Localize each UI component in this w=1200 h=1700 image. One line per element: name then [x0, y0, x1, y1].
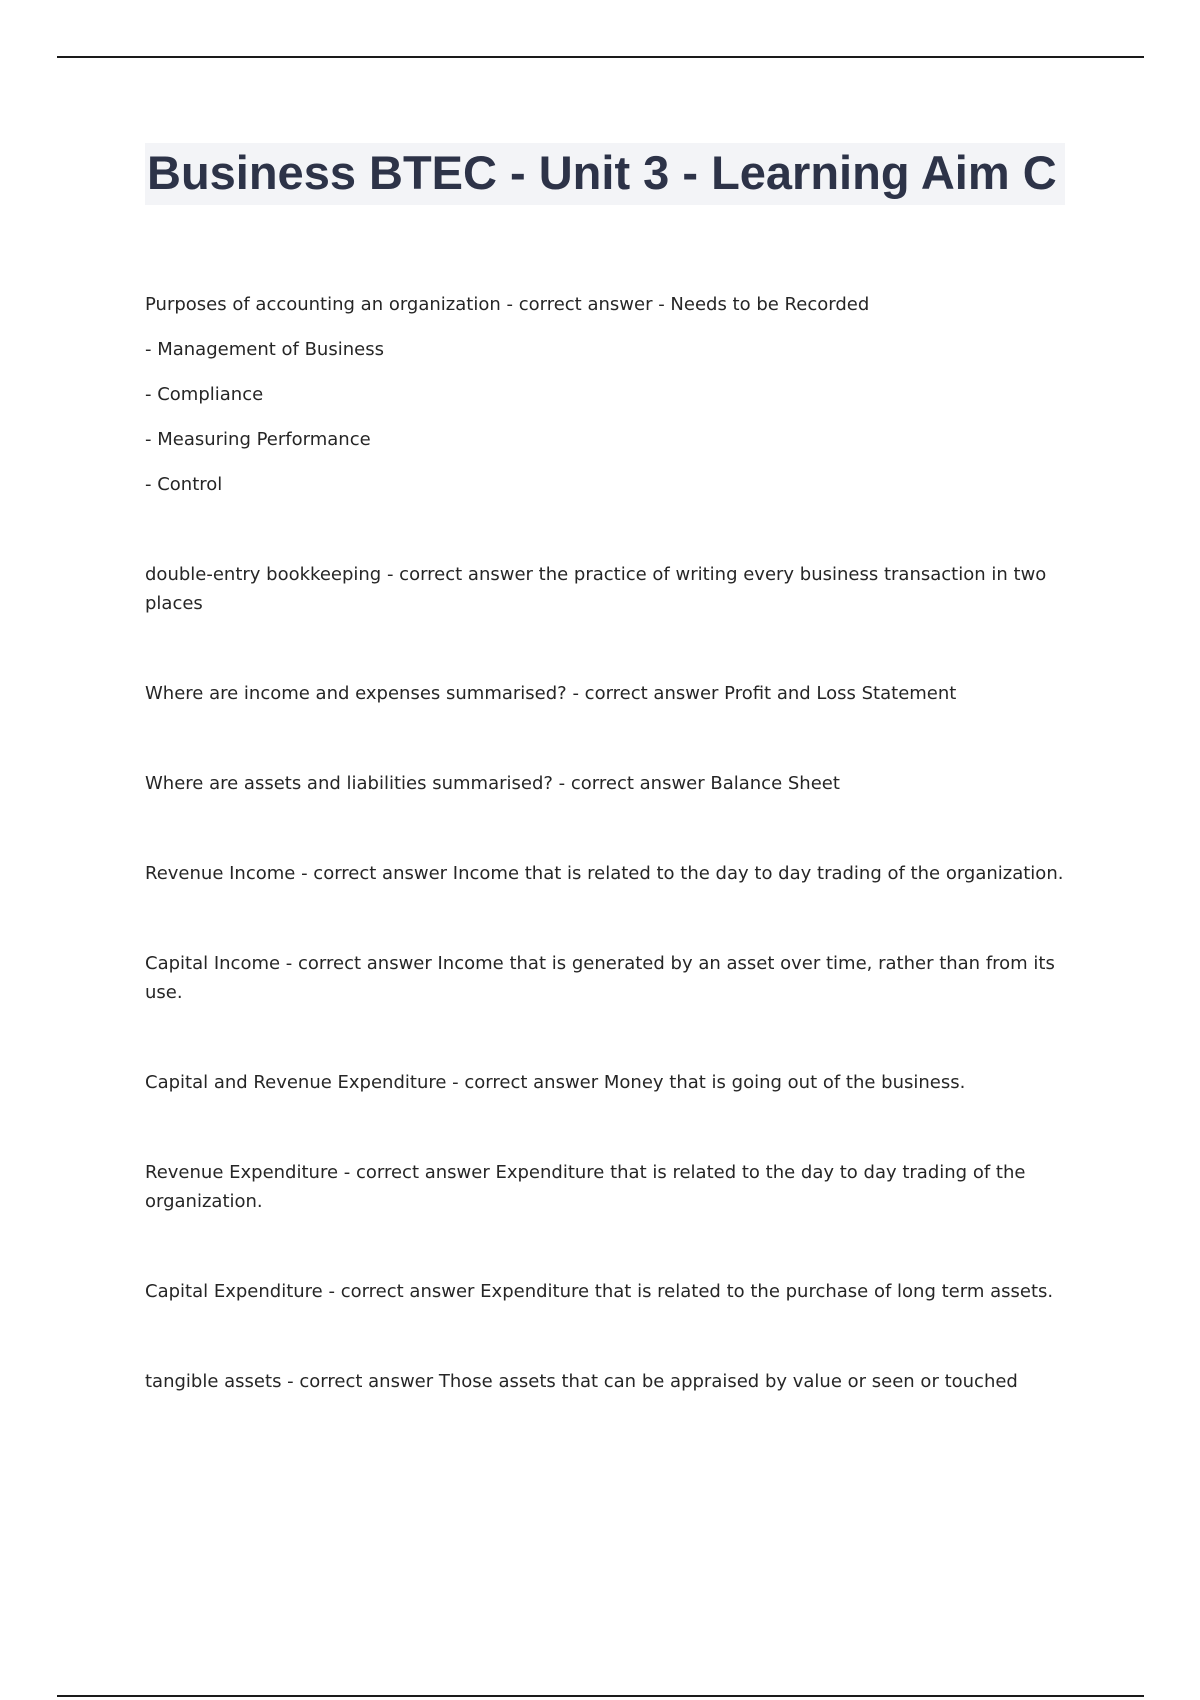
answer-separator: - correct answer — [446, 1072, 604, 1093]
answer-text: Money that is going out of the business. — [603, 1072, 966, 1093]
page-title: Business BTEC - Unit 3 - Learning Aim C — [147, 146, 1057, 199]
flashcard-list — [145, 290, 1075, 1396]
question-text: Where are assets and liabilities summarised? — [145, 773, 553, 794]
answer-text: - Needs to be Recorded — [658, 294, 870, 315]
flashcard-item — [145, 1367, 1075, 1396]
question-text: Purposes of accounting an organization — [145, 294, 501, 315]
answer-text: Profit and Loss Statement — [724, 683, 957, 704]
flashcard-line — [145, 1277, 1075, 1306]
answer-separator: - correct answer — [381, 564, 539, 585]
answer-separator: - correct answer — [338, 1162, 496, 1183]
answer-text: Balance Sheet — [710, 773, 840, 794]
answer-separator: - correct answer — [552, 773, 711, 794]
question-text: tangible assets — [145, 1371, 282, 1392]
question-text: Where are income and expenses summarised? — [145, 683, 567, 704]
question-text: Capital and Revenue Expenditure — [145, 1072, 447, 1093]
flashcard-line — [145, 1068, 1075, 1097]
question-text: Revenue Income — [145, 863, 296, 884]
answer-separator: - correct answer — [500, 294, 659, 315]
answer-separator: - correct answer — [281, 1371, 439, 1392]
answer-text: Income that is related to the day to day trading of the organization. — [452, 863, 1064, 884]
answer-text: the practice of writing every business transaction in two places — [145, 564, 1047, 614]
flashcard-item — [145, 1277, 1075, 1306]
flashcard-item — [145, 560, 1075, 618]
answer-list-item: - Compliance — [145, 384, 264, 405]
answer-separator: - correct answer — [566, 683, 725, 704]
flashcard-item — [145, 1068, 1075, 1097]
answer-list-item: - Measuring Performance — [145, 429, 371, 450]
flashcard-item — [145, 769, 1075, 798]
title-highlight — [145, 143, 1065, 205]
answer-separator: - correct answer — [295, 863, 453, 884]
answer-list-item: - Management of Business — [145, 339, 384, 360]
answer-list-item: - Control — [145, 474, 223, 495]
flashcard-line — [145, 679, 1075, 708]
question-text: Capital Expenditure — [145, 1281, 323, 1302]
top-rule — [57, 56, 1144, 58]
flashcard-line — [145, 859, 1075, 888]
flashcard-line — [145, 1367, 1075, 1396]
flashcard-item — [145, 859, 1075, 888]
flashcard-item — [145, 290, 1075, 499]
question-text: Capital Income — [145, 953, 281, 974]
flashcard-line — [145, 769, 1075, 798]
flashcard-item — [145, 679, 1075, 708]
flashcard-line — [145, 290, 1075, 319]
flashcard-line — [145, 560, 1075, 618]
answer-text: Income that is generated by an asset over time, rather than from its use. — [145, 953, 1055, 1003]
answer-text: Those assets that can be appraised by value or seen or touched — [438, 1371, 1018, 1392]
answer-text: Expenditure that is related to the day to day trading of the organization. — [145, 1162, 1026, 1212]
flashcard-item — [145, 1158, 1075, 1216]
answer-separator: - correct answer — [280, 953, 438, 974]
question-text: double-entry bookkeeping — [145, 564, 382, 585]
bottom-rule — [57, 1695, 1144, 1697]
question-text: Revenue Expenditure — [145, 1162, 339, 1183]
flashcard-line — [145, 949, 1075, 1007]
flashcard-item — [145, 949, 1075, 1007]
answer-text: Expenditure that is related to the purchase of long term assets. — [480, 1281, 1054, 1302]
answer-separator: - correct answer — [322, 1281, 481, 1302]
flashcard-line — [145, 1158, 1075, 1216]
